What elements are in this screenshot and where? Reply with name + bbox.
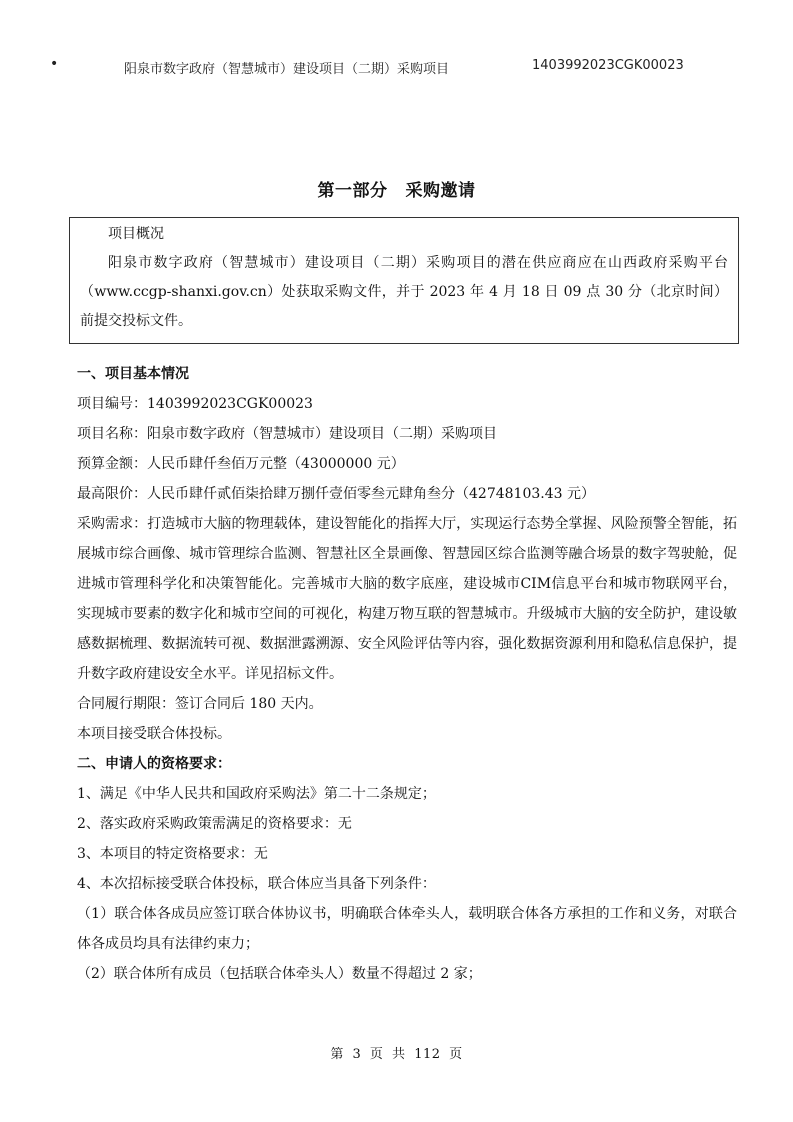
main-content [77, 359, 737, 989]
qualification-item: 2、落实政府采购政策需满足的资格要求：无 [77, 816, 352, 832]
header-project-code: 1403992023CGK00023 [532, 58, 684, 73]
project-number: 项目编号：1403992023CGK00023 [77, 396, 313, 412]
qualification-item: （1）联合体各成员应签订联合体协议书，明确联合体牵头人，载明联合体各方承担的工作和义务，对联合体各成员均具有法律约束力； [77, 906, 737, 952]
footer-ye-2: 页 [449, 1047, 463, 1062]
header-bullet: • [50, 56, 59, 72]
consortium-note: 本项目接受联合体投标。 [77, 726, 231, 742]
total-page-count: 112 [414, 1047, 441, 1062]
contract-period: 合同履行期限：签订合同后 180 天内。 [77, 696, 323, 712]
procurement-demand: 采购需求：打造城市大脑的物理载体，建设智能化的指挥大厅，实现运行态势全掌握、风险预警全智能，拓展城市综合画像、城市管理综合监测、智慧社区全景画像、智慧园区综合监测等融合场景的数字驾驶舱，促进城市管理科学化和决策智能化。完善城市大脑的数字底座，建设城市CIM信息平台和城市物联网平台，实现城市要素的数字化和城市空间的可视化，构建万物互联的智慧城市。升级城市大脑的安全防护，建设敏感数据梳理、数据流转可视、数据泄露溯源、安全风险评估等内容，强化数据资源利用和隐私信息保护，提升数字政府建设安全水平。详见招标文件。 [77, 516, 737, 682]
budget-amount: 预算金额：人民币肆仟叁佰万元整（43000000 元） [77, 456, 405, 472]
current-page-number: 3 [352, 1047, 362, 1062]
qualification-item: 3、本项目的特定资格要求：无 [77, 846, 268, 862]
section-title [0, 176, 793, 201]
overview-text: 阳泉市数字政府（智慧城市）建设项目（二期）采购项目的潜在供应商应在山西政府采购平台（www.ccgp-shanxi.gov.cn）处获取采购文件，并于 2023 年 4 月 18 日 09 点 30 分（北京时间）前提交投标文件。 [80, 255, 728, 329]
footer-di: 第 [330, 1047, 344, 1062]
section-name: 采购邀请 [405, 181, 476, 201]
overview-box [69, 217, 739, 344]
basic-heading: 一、项目基本情况 [77, 366, 189, 382]
section-part: 第一部分 [317, 181, 388, 201]
page-header [50, 58, 750, 78]
header-project-title: 阳泉市数字政府（智慧城市）建设项目（二期）采购项目 [124, 62, 450, 77]
qualification-item: （2）联合体所有成员（包括联合体牵头人）数量不得超过 2 家； [77, 966, 482, 982]
qualification-item: 1、满足《中华人民共和国政府采购法》第二十二条规定； [77, 786, 436, 802]
max-price: 最高限价：人民币肆仟贰佰柒拾肆万捌仟壹佰零叁元肆角叁分（42748103.43 元） [77, 486, 595, 502]
qualification-heading: 二、申请人的资格要求： [77, 756, 231, 772]
footer-gong: 共 [392, 1047, 406, 1062]
project-name: 项目名称：阳泉市数字政府（智慧城市）建设项目（二期）采购项目 [77, 426, 497, 442]
qualification-item: 4、本次招标接受联合体投标，联合体应当具备下列条件： [77, 876, 436, 892]
page-footer [0, 1043, 793, 1062]
overview-label: 项目概况 [108, 226, 164, 242]
footer-ye: 页 [369, 1047, 384, 1062]
